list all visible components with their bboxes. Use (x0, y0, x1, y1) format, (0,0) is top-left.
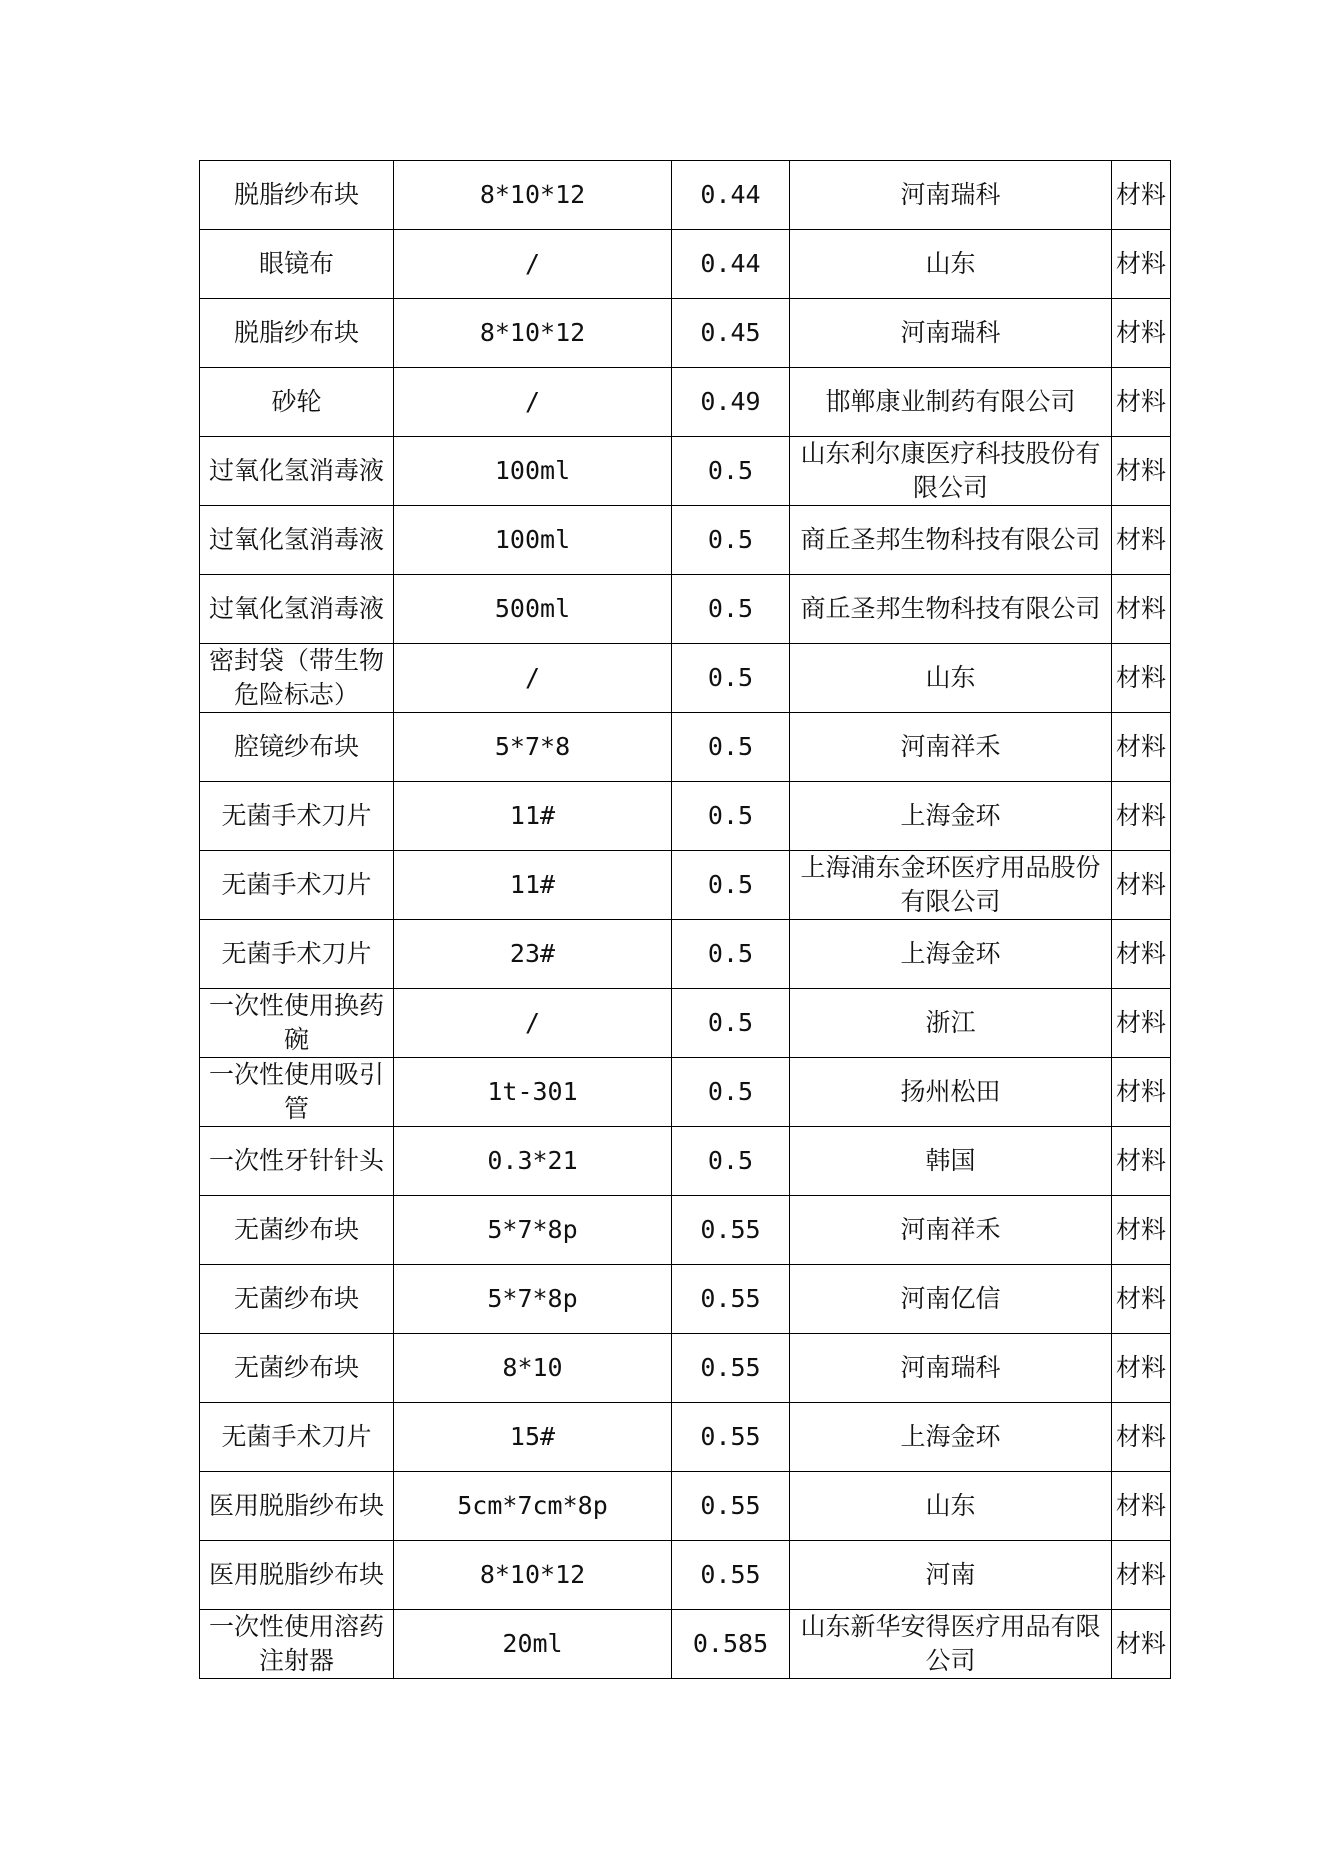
manufacturer-cell-text: 河南瑞科 (900, 1353, 1001, 1382)
manufacturer-cell (790, 713, 1112, 782)
manufacturer-cell (790, 1334, 1112, 1403)
category-cell (1112, 644, 1171, 713)
category-cell-text: 材料 (1116, 249, 1167, 278)
category-cell (1112, 1610, 1171, 1679)
manufacturer-cell-text: 邯郸康业制药有限公司 (825, 387, 1076, 416)
price-cell-text: 0.44 (700, 249, 761, 278)
item-name-cell (200, 575, 394, 644)
manufacturer-cell (790, 299, 1112, 368)
price-cell (672, 851, 790, 920)
spec-cell (394, 230, 672, 299)
manufacturer-cell (790, 1403, 1112, 1472)
table-row (200, 506, 1171, 575)
price-cell-text: 0.5 (707, 1146, 754, 1175)
manufacturer-cell-text: 商丘圣邦生物科技有限公司 (800, 594, 1101, 623)
price-cell (672, 1196, 790, 1265)
price-cell-text: 0.5 (707, 525, 754, 554)
manufacturer-cell-text: 商丘圣邦生物科技有限公司 (800, 525, 1101, 554)
item-name-cell (200, 782, 394, 851)
spec-cell (394, 1058, 672, 1127)
manufacturer-cell (790, 1610, 1112, 1679)
spec-cell (394, 368, 672, 437)
table-row (200, 230, 1171, 299)
category-cell (1112, 782, 1171, 851)
price-cell (672, 1334, 790, 1403)
item-name-cell-text: 一次性使用吸引管 (208, 1060, 384, 1123)
category-cell-text: 材料 (1116, 801, 1167, 830)
price-cell-text: 0.45 (700, 318, 761, 347)
spec-cell-text: 23# (509, 939, 556, 968)
spec-cell-text: 100ml (494, 525, 571, 554)
price-cell (672, 437, 790, 506)
table-row (200, 1127, 1171, 1196)
price-cell (672, 644, 790, 713)
price-cell-text: 0.5 (707, 594, 754, 623)
item-name-cell-text: 医用脱脂纱布块 (208, 1491, 384, 1520)
spec-cell (394, 713, 672, 782)
item-name-cell-text: 医用脱脂纱布块 (208, 1560, 384, 1589)
table-row (200, 299, 1171, 368)
item-name-cell (200, 989, 394, 1058)
price-cell-text: 0.5 (707, 456, 754, 485)
item-name-cell-text: 脱脂纱布块 (233, 180, 359, 209)
spec-cell (394, 506, 672, 575)
spec-cell (394, 161, 672, 230)
category-cell-text: 材料 (1116, 387, 1167, 416)
spec-cell-text: 5*7*8 (494, 732, 571, 761)
spec-cell (394, 1403, 672, 1472)
item-name-cell (200, 1541, 394, 1610)
table-row (200, 989, 1171, 1058)
spec-cell-text: 20ml (502, 1629, 563, 1658)
category-cell-text: 材料 (1116, 180, 1167, 209)
price-cell-text: 0.5 (707, 732, 754, 761)
table-row (200, 1541, 1171, 1610)
spec-cell-text: 8*10*12 (479, 1560, 586, 1589)
table-row (200, 1196, 1171, 1265)
spec-cell-text: 5*7*8p (487, 1215, 578, 1244)
table-body (200, 161, 1171, 1679)
manufacturer-cell (790, 920, 1112, 989)
category-cell-text: 材料 (1116, 1491, 1167, 1520)
table-row (200, 1334, 1171, 1403)
spec-cell-text: 15# (509, 1422, 556, 1451)
item-name-cell (200, 368, 394, 437)
manufacturer-cell (790, 575, 1112, 644)
category-cell-text: 材料 (1116, 1422, 1167, 1451)
materials-price-table (199, 160, 1171, 1679)
price-cell (672, 506, 790, 575)
spec-cell-text: 11# (509, 870, 556, 899)
category-cell-text: 材料 (1116, 525, 1167, 554)
price-cell-text: 0.585 (692, 1629, 769, 1658)
spec-cell-text: / (524, 249, 541, 278)
spec-cell (394, 989, 672, 1058)
spec-cell (394, 1334, 672, 1403)
manufacturer-cell-text: 上海金环 (900, 801, 1001, 830)
category-cell (1112, 575, 1171, 644)
price-cell (672, 1472, 790, 1541)
price-cell (672, 920, 790, 989)
spec-cell-text: 100ml (494, 456, 571, 485)
spec-cell-text: / (524, 663, 541, 692)
item-name-cell-text: 脱脂纱布块 (233, 318, 359, 347)
manufacturer-cell-text: 上海金环 (900, 1422, 1001, 1451)
category-cell (1112, 1127, 1171, 1196)
spec-cell-text: 0.3*21 (487, 1146, 578, 1175)
category-cell (1112, 437, 1171, 506)
manufacturer-cell-text: 上海浦东金环医疗用品股份有限公司 (800, 853, 1101, 916)
price-cell (672, 1610, 790, 1679)
spec-cell (394, 1472, 672, 1541)
spec-cell (394, 1265, 672, 1334)
manufacturer-cell (790, 368, 1112, 437)
category-cell-text: 材料 (1116, 663, 1167, 692)
item-name-cell (200, 1610, 394, 1679)
category-cell-text: 材料 (1116, 1284, 1167, 1313)
category-cell (1112, 851, 1171, 920)
item-name-cell-text: 无菌手术刀片 (221, 1422, 372, 1451)
price-cell (672, 1127, 790, 1196)
manufacturer-cell (790, 1196, 1112, 1265)
category-cell (1112, 230, 1171, 299)
item-name-cell (200, 851, 394, 920)
item-name-cell (200, 1196, 394, 1265)
spec-cell (394, 1196, 672, 1265)
item-name-cell (200, 713, 394, 782)
item-name-cell (200, 1127, 394, 1196)
price-cell-text: 0.44 (700, 180, 761, 209)
item-name-cell (200, 920, 394, 989)
category-cell-text: 材料 (1116, 1629, 1167, 1658)
price-cell-text: 0.55 (700, 1560, 761, 1589)
category-cell-text: 材料 (1116, 456, 1167, 485)
table-row (200, 575, 1171, 644)
price-cell (672, 368, 790, 437)
table-row (200, 437, 1171, 506)
table-row (200, 782, 1171, 851)
price-cell-text: 0.5 (707, 939, 754, 968)
price-cell-text: 0.55 (700, 1491, 761, 1520)
item-name-cell (200, 230, 394, 299)
price-cell-text: 0.5 (707, 663, 754, 692)
table-row (200, 713, 1171, 782)
spec-cell-text: 11# (509, 801, 556, 830)
item-name-cell-text: 无菌手术刀片 (221, 801, 372, 830)
spec-cell (394, 1541, 672, 1610)
spec-cell (394, 782, 672, 851)
item-name-cell-text: 过氧化氢消毒液 (208, 525, 384, 554)
price-cell (672, 1403, 790, 1472)
spec-cell (394, 851, 672, 920)
manufacturer-cell-text: 河南亿信 (900, 1284, 1001, 1313)
item-name-cell (200, 1058, 394, 1127)
category-cell-text: 材料 (1116, 318, 1167, 347)
spec-cell-text: / (524, 1008, 541, 1037)
spec-cell-text: 1t-301 (487, 1077, 578, 1106)
category-cell-text: 材料 (1116, 1146, 1167, 1175)
category-cell (1112, 1541, 1171, 1610)
spec-cell-text: / (524, 387, 541, 416)
item-name-cell-text: 无菌纱布块 (233, 1284, 359, 1313)
manufacturer-cell-text: 河南祥禾 (900, 732, 1001, 761)
category-cell (1112, 1058, 1171, 1127)
item-name-cell (200, 437, 394, 506)
item-name-cell (200, 1334, 394, 1403)
category-cell (1112, 368, 1171, 437)
spec-cell-text: 5*7*8p (487, 1284, 578, 1313)
table-row (200, 1610, 1171, 1679)
item-name-cell-text: 眼镜布 (258, 249, 334, 278)
spec-cell-text: 8*10 (502, 1353, 563, 1382)
item-name-cell-text: 一次性使用溶药注射器 (208, 1612, 384, 1675)
item-name-cell-text: 一次性使用换药碗 (208, 991, 384, 1054)
category-cell (1112, 713, 1171, 782)
price-cell-text: 0.49 (700, 387, 761, 416)
category-cell (1112, 1472, 1171, 1541)
item-name-cell (200, 1472, 394, 1541)
manufacturer-cell-text: 上海金环 (900, 939, 1001, 968)
price-cell-text: 0.55 (700, 1422, 761, 1451)
manufacturer-cell (790, 506, 1112, 575)
table-row (200, 161, 1171, 230)
price-cell (672, 1058, 790, 1127)
price-cell (672, 713, 790, 782)
item-name-cell-text: 砂轮 (271, 387, 322, 416)
category-cell-text: 材料 (1116, 1215, 1167, 1244)
spec-cell (394, 299, 672, 368)
item-name-cell-text: 过氧化氢消毒液 (208, 456, 384, 485)
item-name-cell-text: 无菌手术刀片 (221, 870, 372, 899)
price-cell (672, 230, 790, 299)
item-name-cell-text: 无菌纱布块 (233, 1353, 359, 1382)
manufacturer-cell (790, 1058, 1112, 1127)
category-cell-text: 材料 (1116, 1077, 1167, 1106)
table-row (200, 368, 1171, 437)
category-cell-text: 材料 (1116, 939, 1167, 968)
item-name-cell (200, 644, 394, 713)
spec-cell (394, 437, 672, 506)
manufacturer-cell (790, 782, 1112, 851)
category-cell (1112, 299, 1171, 368)
spec-cell (394, 1610, 672, 1679)
manufacturer-cell-text: 韩国 (925, 1146, 976, 1175)
manufacturer-cell-text: 河南祥禾 (900, 1215, 1001, 1244)
item-name-cell-text: 密封袋（带生物危险标志） (208, 646, 384, 709)
manufacturer-cell (790, 1472, 1112, 1541)
manufacturer-cell (790, 989, 1112, 1058)
spec-cell (394, 575, 672, 644)
table-row (200, 1058, 1171, 1127)
price-cell-text: 0.5 (707, 870, 754, 899)
category-cell (1112, 161, 1171, 230)
price-cell (672, 782, 790, 851)
category-cell (1112, 1265, 1171, 1334)
item-name-cell-text: 无菌手术刀片 (221, 939, 372, 968)
manufacturer-cell-text: 河南瑞科 (900, 180, 1001, 209)
manufacturer-cell-text: 浙江 (925, 1008, 976, 1037)
item-name-cell-text: 无菌纱布块 (233, 1215, 359, 1244)
price-cell (672, 575, 790, 644)
manufacturer-cell (790, 851, 1112, 920)
price-cell-text: 0.5 (707, 1008, 754, 1037)
manufacturer-cell-text: 山东利尔康医疗科技股份有限公司 (800, 439, 1101, 502)
category-cell (1112, 989, 1171, 1058)
category-cell (1112, 920, 1171, 989)
table-row (200, 851, 1171, 920)
category-cell-text: 材料 (1116, 594, 1167, 623)
category-cell (1112, 1403, 1171, 1472)
manufacturer-cell-text: 山东 (925, 1491, 976, 1520)
table-row (200, 1472, 1171, 1541)
manufacturer-cell (790, 161, 1112, 230)
spec-cell (394, 1127, 672, 1196)
manufacturer-cell (790, 1541, 1112, 1610)
spec-cell-text: 8*10*12 (479, 180, 586, 209)
item-name-cell (200, 506, 394, 575)
item-name-cell-text: 过氧化氢消毒液 (208, 594, 384, 623)
price-cell (672, 299, 790, 368)
manufacturer-cell-text: 扬州松田 (900, 1077, 1001, 1106)
price-cell-text: 0.5 (707, 801, 754, 830)
item-name-cell (200, 161, 394, 230)
price-cell-text: 0.55 (700, 1284, 761, 1313)
price-cell (672, 1541, 790, 1610)
manufacturer-cell (790, 230, 1112, 299)
price-cell-text: 0.5 (707, 1077, 754, 1106)
price-cell-text: 0.55 (700, 1353, 761, 1382)
spec-cell-text: 8*10*12 (479, 318, 586, 347)
price-cell (672, 989, 790, 1058)
manufacturer-cell (790, 437, 1112, 506)
item-name-cell-text: 一次性牙针针头 (208, 1146, 384, 1175)
item-name-cell (200, 1265, 394, 1334)
manufacturer-cell-text: 山东新华安得医疗用品有限公司 (800, 1612, 1101, 1675)
category-cell-text: 材料 (1116, 1560, 1167, 1589)
manufacturer-cell (790, 1127, 1112, 1196)
price-cell (672, 161, 790, 230)
price-cell (672, 1265, 790, 1334)
spec-cell (394, 920, 672, 989)
category-cell-text: 材料 (1116, 870, 1167, 899)
spec-cell-text: 5cm*7cm*8p (457, 1491, 608, 1520)
price-cell-text: 0.55 (700, 1215, 761, 1244)
manufacturer-cell (790, 1265, 1112, 1334)
manufacturer-cell-text: 河南 (925, 1560, 976, 1589)
manufacturer-cell-text: 山东 (925, 249, 976, 278)
spec-cell (394, 644, 672, 713)
category-cell-text: 材料 (1116, 1353, 1167, 1382)
category-cell (1112, 1196, 1171, 1265)
spec-cell-text: 500ml (494, 594, 571, 623)
category-cell-text: 材料 (1116, 1008, 1167, 1037)
item-name-cell (200, 299, 394, 368)
table-row (200, 644, 1171, 713)
category-cell-text: 材料 (1116, 732, 1167, 761)
category-cell (1112, 506, 1171, 575)
manufacturer-cell-text: 河南瑞科 (900, 318, 1001, 347)
manufacturer-cell-text: 山东 (925, 663, 976, 692)
item-name-cell-text: 腔镜纱布块 (233, 732, 359, 761)
table-row (200, 920, 1171, 989)
manufacturer-cell (790, 644, 1112, 713)
table-row (200, 1403, 1171, 1472)
item-name-cell (200, 1403, 394, 1472)
table-row (200, 1265, 1171, 1334)
category-cell (1112, 1334, 1171, 1403)
